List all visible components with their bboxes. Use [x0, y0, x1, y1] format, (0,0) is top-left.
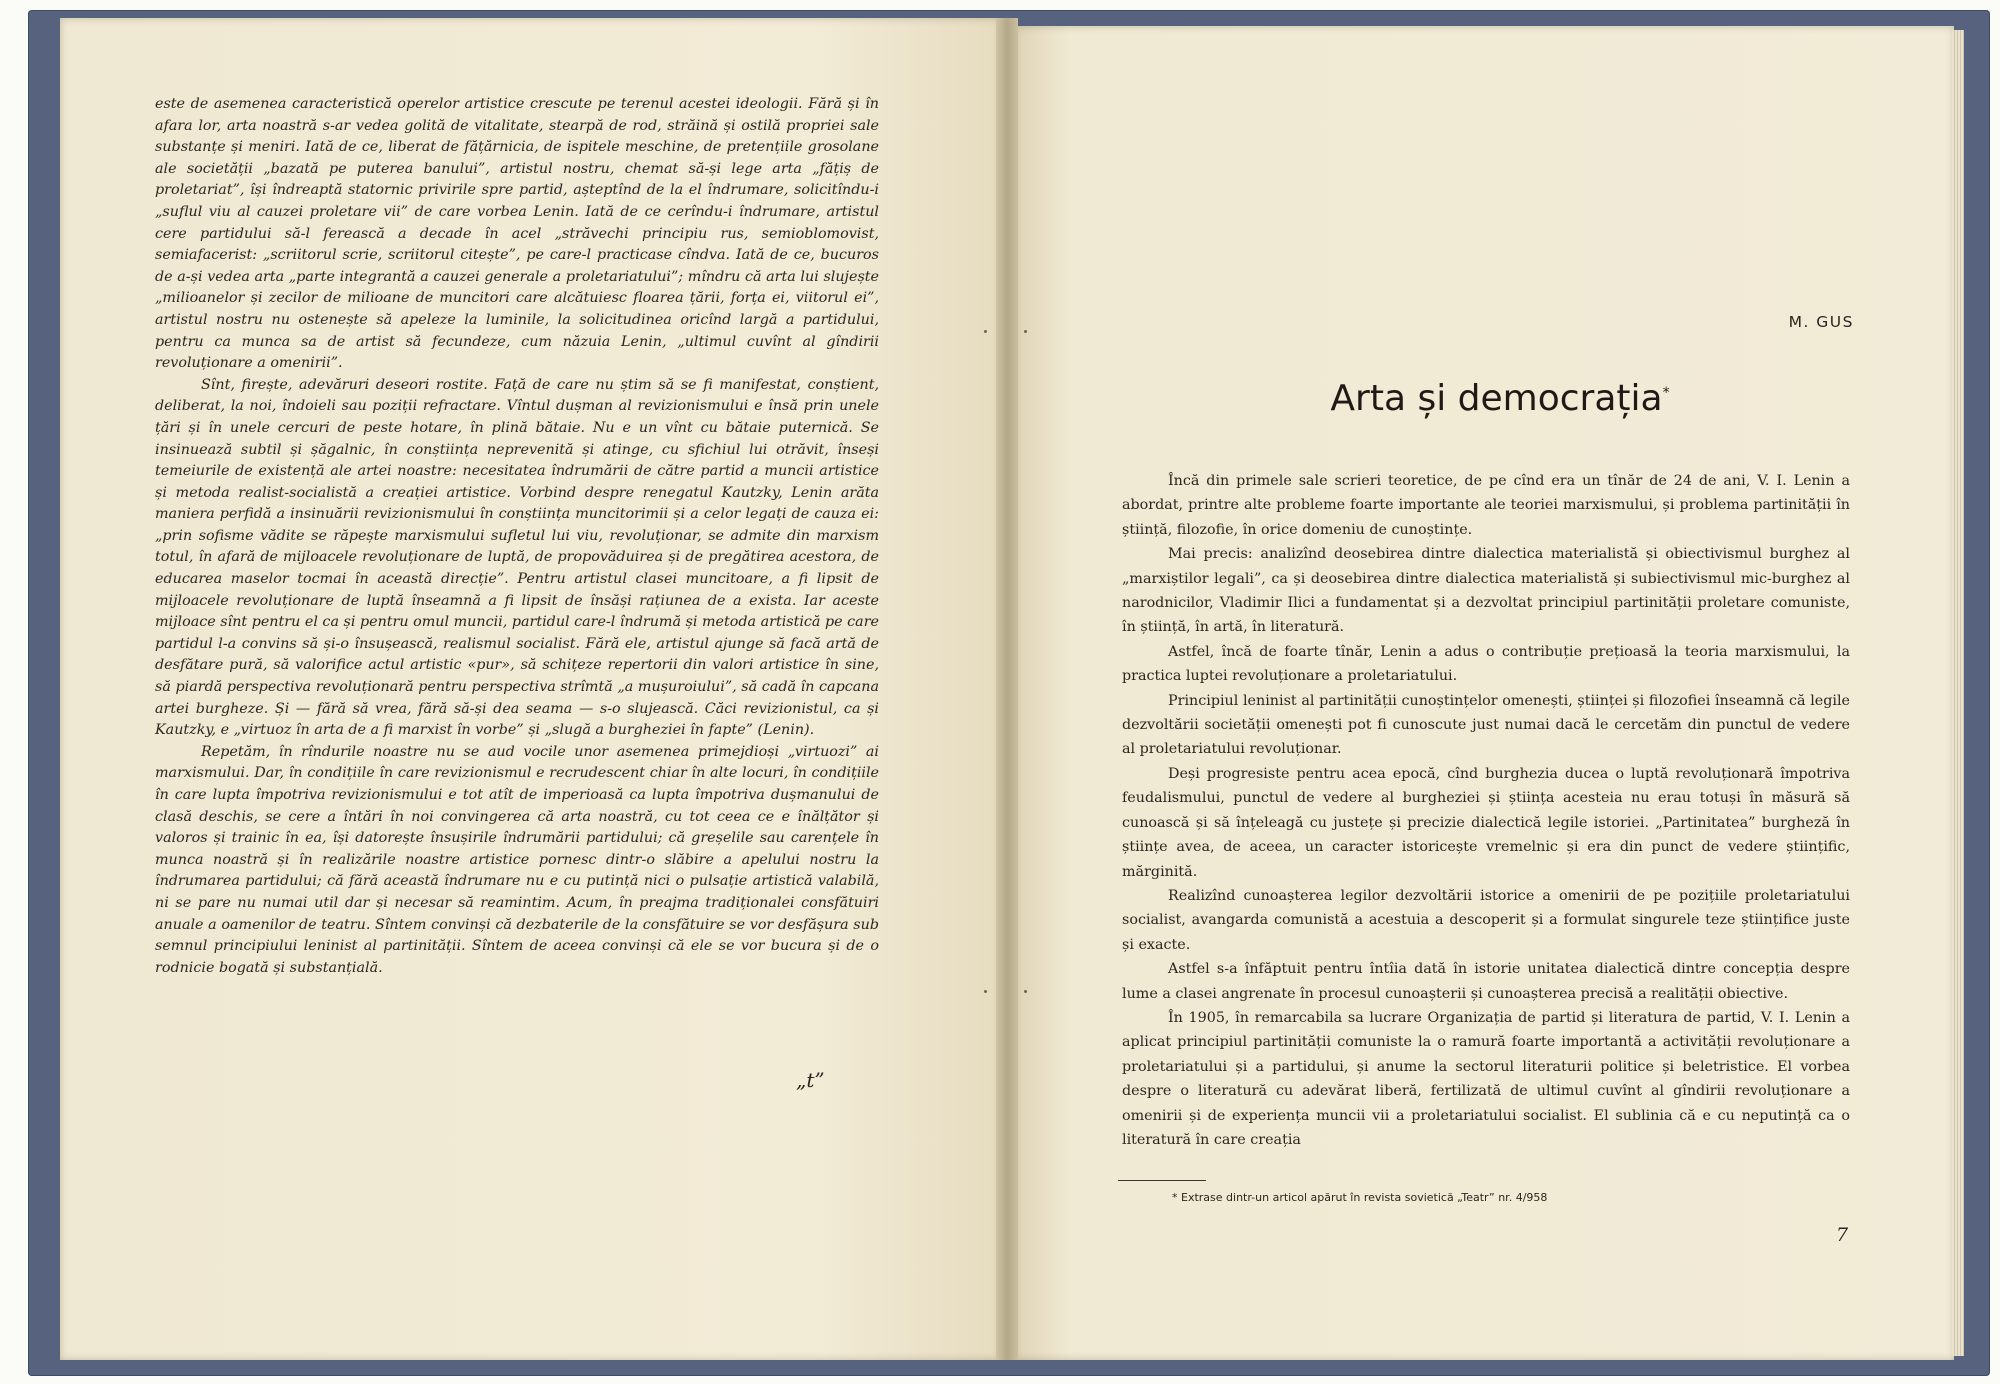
- left-paragraph: Repetăm, în rîndurile noastre nu se aud vocile unor asemenea primejdioși „virtuozi” ai marxismului. Dar, în condițiile în care revizionismul e recrudescent chiar în alte locuri, în condițiile în care lupta împotriva revizionismului e tot atît de imperioasă ca lupta împotriva dușmanului de clasă deschis, se cere a întări în noi convingerea că arta noastră, cu tot ceea ce e înălțător și valoros și trainic în ea, își datorește însușirile îndrumării partidului; că greșelile sau carențele în munca noastră și în realizările noastre artistice pornesc dintr-o slăbire a apelului nostru la îndrumarea partidului; că fără această îndrumare nu e cu putință nici o pulsație artistică valabilă, ni se pare nu numai util dar și necesar să reamintim. Acum, în preajma tradiționalei consfătuiri anuale a oamenilor de teatru. Sîntem convinși că dezbaterile de la consfătuire se vor desfășura sub semnul principiului leninist al partinității. Sîntem de aceea convinși că ele se vor bucura și de o rodnicie bogată și substanțială.: [155, 743, 879, 976]
- right-paragraph: În 1905, în remarcabila sa lucrare Organizația de partid și literatura de partid, V. I. Lenin a aplicat principiul partinității comuniste la o ramură foarte importantă a activității revoluționare a proletariatului și a partidului, și anume la sectorul literaturii politice și beletristice. El vorbea despre o literatură cu adevărat liberă, fertilizată de ultimul cuvînt al gîndirii revoluționare a omenirii și de experiența muncii vii a proletariatului socialist. El sublinia că e cu neputință ca o literatură în care creația: [1122, 1009, 1850, 1148]
- left-paragraph: este de asemenea caracteristică operelor artistice crescute pe terenul acestei ideologii. Fără și în afara lor, arta noastră s-ar vedea golită de vitalitate, stearpă de rod, străină și ostilă propriei sale substanțe și meniri. Iată de ce, liberat de fățărnicia, de ispitele meschine, de pretențiile grosolane ale societății „bazată pe puterea banului”, artistul nostru, chemat să-și lege arta „fățiș de proletariat”, își îndreaptă statornic privirile spre partid, așteptînd de la el îndrumare, solicitîndu-i „suflul viu al cauzei proletare vii” de care vorbea Lenin. Iată de ce cerîndu-i îndrumare, artistul cere partidului să-l ferească a decade în acel „străvechi principiu rus, semioblomovist, semiafacerist: „scriitorul scrie, scriitorul citește”, pe care-l practicase cîndva. Iată de ce, bucuros de a-și vedea arta „parte integrantă a cauzei generale a proletariatului”; mîndru că arta lui slujește „milioanelor și zecilor de milioane de muncitori care alcătuiesc floarea țării, forța ei, viitorul ei”, artistul nostru nu ostenește să apeleze la luminile, la solicitudinea oricînd largă a partidului, pentru ca munca sa de artist să fecundeze, cum năzuia Lenin, „ultimul cuvînt al gîndirii revoluționare a omenirii”.: [155, 96, 879, 372]
- left-paragraph: Sînt, firește, adevăruri deseori rostite. Față de care nu știm să se fi manifestat, conștient, deliberat, la noi, îndoieli sau poziții refractare. Vîntul dușman al revizionismului e însă prin unele țări și în unele cercuri de peste hotare, în plină bătaie. Nu e un vînt cu bătaie puternică. Se insinuează subtil și șăgalnic, în conștiința neprevenită și atinge, cu sfichiul lui otrăvit, înseși temeiurile de existență ale artei noastre: necesitatea îndrumării de către partid a muncii artistice și metoda realist-socialistă a creației artistice. Vorbind despre renegatul Kautzky, Lenin arăta maniera perfidă a insinuării revizionismului în conștiința muncitorimii și a celor legați de cauza ei: „prin sofisme văditе se răpește marxismului sufletul lui viu, revoluționar, se admite din marxism totul, în afară de mijloacele revoluționare de luptă, de propovăduirea și de pregătirea acestora, de educarea maselor tocmai în această direcție”. Pentru artistul clasei muncitoare, a fi lipsit de mijloacele revoluționare de luptă înseamnă a fi lipsit de însăși rațiunea de a exista. Iar aceste mijloace sînt pentru el ca și pentru omul muncii, partidul care-l îndrumă și metoda artistică pe care partidul l-a convins să și-o însușească, realismul socialist. Fără ele, artistul ajunge să facă artă de desfătare pură, să valorifice actul artistic «pur», să schițeze repertorii din valori artistice în sine, să piardă perspectiva revoluționară pentru perspectiva strîmtă „a mușuroiului”, să cadă în capcana artei burgheze. Și — fără să vrea, fără să-și dea seama — s-o slujească. Căci revizionistul, ca și Kautzky, e „virtuoz în arta de a fi marxist în vorbe” și „slugă a burgheziei în fapte” (Lenin).: [155, 376, 879, 739]
- right-paragraph: Deși progresiste pentru acea epocă, cînd burghezia ducea o luptă revoluționară împotriva feudalismului, punctul de vedere al burgheziei și știința acesteia nu erau totuși în măsură să cunoască și să înțeleagă cu justețe și precizie dialectică legile istoriei. „Partinitatea” burgheză în științe avea, de aceea, un caracter istoricește vremelnic și era din punct de vedere științific, mărginită.: [1122, 765, 1850, 880]
- page-edges: [1952, 30, 1964, 1356]
- right-paragraph: Astfel, încă de foarte tînăr, Lenin a adus o contribuție prețioasă la teoria marxismului, la practica luptei revoluționare a proletariatului.: [1122, 643, 1850, 685]
- binding-dot: [1024, 330, 1027, 333]
- right-paragraph: Mai precis: analizînd deosebirea dintre dialectica materialistă și obiectivismul burghez al „marxiștilor legali”, ca și deosebirea dintre dialectica materialistă și subiectivismul mic-burghez al narodnicilor, Vladimir Ilici a fundamentat și a dezvoltat principiul partinității proletare comuniste, în știință, în artă, în literatură.: [1122, 546, 1850, 636]
- left-page-text: [155, 94, 879, 979]
- right-paragraph: Astfel s-a înfăptuit pentru întîia dată în istorie unitatea dialectică dintre concepția despre lume a clasei angrenate în procesul cunoașterii și cunoașterea precisă a realității obiective.: [1122, 961, 1850, 1002]
- article-author: M. GUS: [1788, 313, 1854, 331]
- book-gutter: [996, 18, 1018, 1360]
- right-paragraph: Încă din primele sale scrieri teoretice, de pe cînd era un tînăr de 24 de ani, V. I. Lenin a abordat, printre alte probleme foarte importante ale teoriei marxismului, și problema partinității în știință, filozofie, în orice domeniu de cunoștințe.: [1122, 473, 1850, 538]
- binding-dot: [1024, 990, 1027, 993]
- footnote-divider: [1118, 1180, 1206, 1181]
- article-title-text: Arta și democrația: [1330, 378, 1663, 419]
- end-ornament: „t”: [796, 1068, 825, 1092]
- right-paragraph: Realizînd cunoașterea legilor dezvoltării istorice a omenirii de pe pozițiile proletariatului socialist, avangarda comunistă a acestuia a descoperit și a formulat singurele teze științifice juste și exacte.: [1122, 887, 1850, 953]
- right-page-text: [1122, 469, 1850, 1152]
- right-paragraph: Principiul leninist al partinității cunoștințelor omenești, științei și filozofiei înseamnă că legile dezvoltării societății omenești pot fi cunoscute just numai dacă le cercetăm din punctul de vedere al proletariatului revoluționar.: [1122, 692, 1850, 758]
- binding-dot: [984, 990, 987, 993]
- footnote-marker: *: [1662, 385, 1670, 401]
- article-title: [1300, 378, 1700, 419]
- footnote: * Extrase dintr-un articol apărut în revista sovietică „Teatr” nr. 4/958: [1172, 1191, 1548, 1204]
- binding-dot: [984, 330, 987, 333]
- page-number: 7: [1836, 1224, 1849, 1246]
